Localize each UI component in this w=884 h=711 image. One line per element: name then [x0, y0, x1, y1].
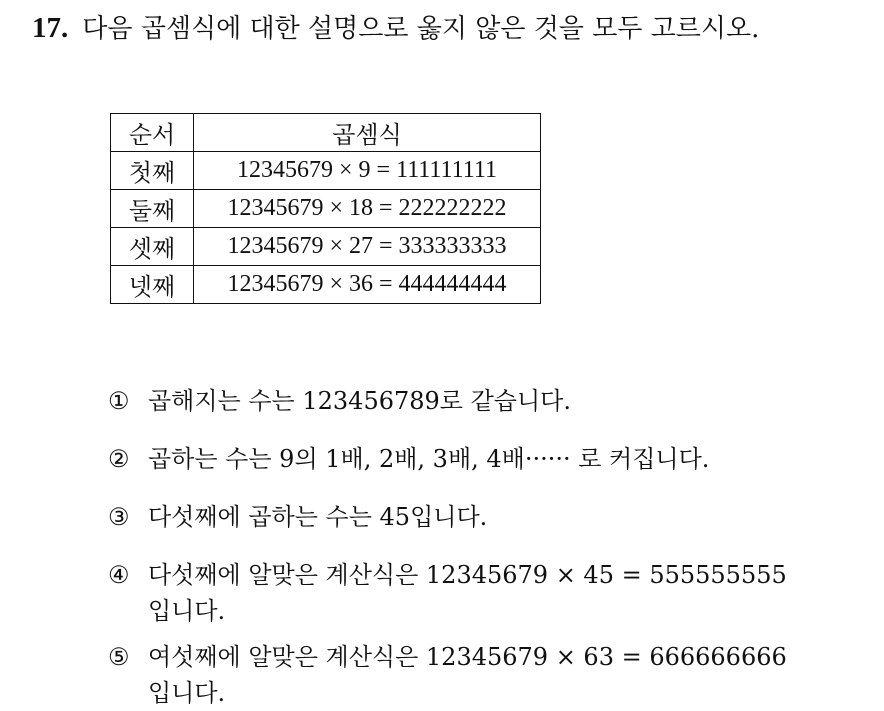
option-2[interactable] [108, 441, 787, 499]
answer-options [108, 383, 787, 711]
row-equation: 12345679 × 27 = 333333333 [194, 228, 541, 266]
option-text: 다섯째에 곱하는 수는 45입니다. [148, 503, 488, 531]
option-marker: ⑤ [108, 643, 130, 671]
table-header-row [111, 114, 541, 152]
row-order: 넷째 [111, 266, 194, 304]
table-row [111, 190, 541, 228]
question-text: 다음 곱셈식에 대한 설명으로 옳지 않은 것을 모두 고르시오. [82, 14, 760, 44]
row-equation: 12345679 × 9 = 111111111 [194, 152, 541, 190]
header-equation: 곱셈식 [194, 114, 541, 152]
multiplication-table [110, 113, 541, 304]
option-4[interactable] [108, 557, 787, 639]
option-text: 다섯째에 알맞은 계산식은 12345679 × 45 = 555555555 [148, 561, 787, 589]
option-text-continued: 입니다. [148, 679, 226, 707]
row-order: 첫째 [111, 152, 194, 190]
option-text: 곱해지는 수는 123456789로 같습니다. [148, 387, 571, 415]
option-text-continued: 입니다. [148, 597, 226, 625]
option-marker: ② [108, 445, 130, 473]
option-marker: ③ [108, 503, 130, 531]
row-equation: 12345679 × 18 = 222222222 [194, 190, 541, 228]
option-3[interactable] [108, 499, 787, 557]
table-row [111, 152, 541, 190]
option-1[interactable] [108, 383, 787, 441]
option-text: 여섯째에 알맞은 계산식은 12345679 × 63 = 666666666 [148, 643, 787, 671]
question-stem [32, 10, 759, 47]
row-equation: 12345679 × 36 = 444444444 [194, 266, 541, 304]
header-order: 순서 [111, 114, 194, 152]
option-text: 곱하는 수는 9의 1배, 2배, 3배, 4배······ 로 커집니다. [148, 445, 710, 473]
option-5[interactable] [108, 639, 787, 711]
option-marker: ④ [108, 561, 130, 589]
option-marker: ① [108, 387, 130, 415]
row-order: 셋째 [111, 228, 194, 266]
table-row [111, 266, 541, 304]
question-number: 17. [32, 12, 69, 44]
row-order: 둘째 [111, 190, 194, 228]
table-row [111, 228, 541, 266]
